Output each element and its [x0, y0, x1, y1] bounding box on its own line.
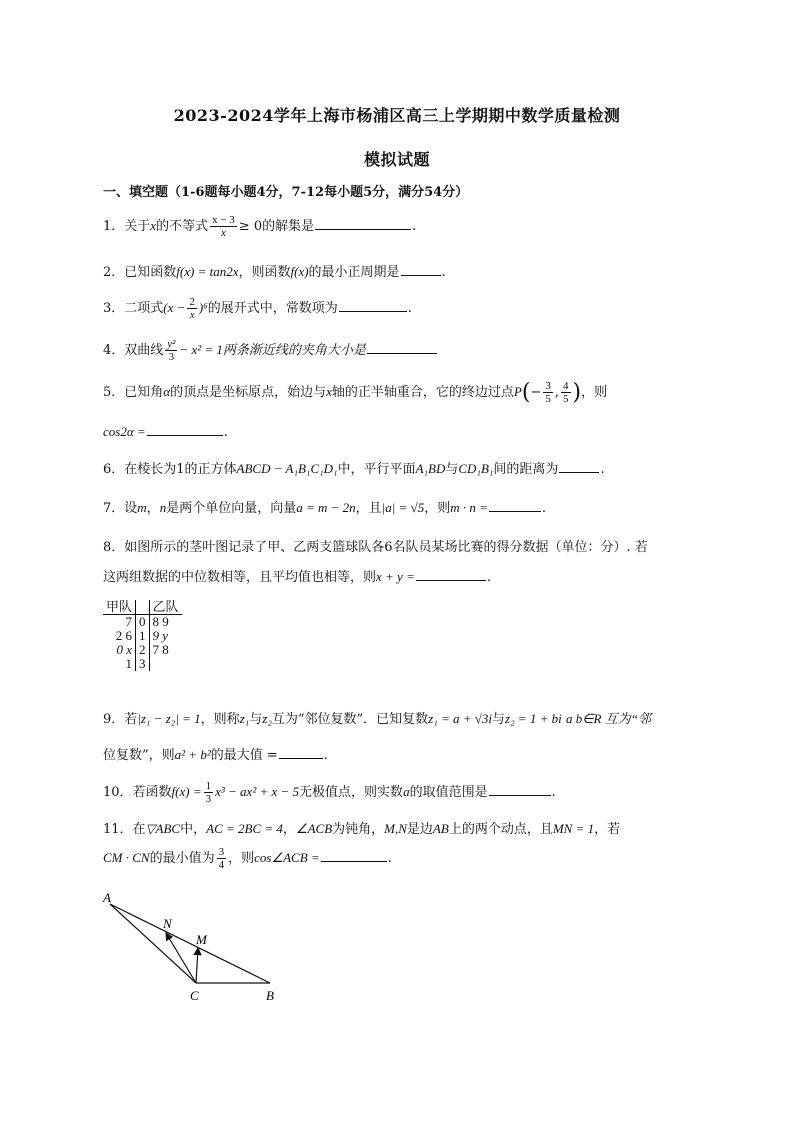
problem-9: 9．若|z₁ − z₂| = 1，则称z₁与z₂互为“邻位复数”．已知复数z₁ = a + √3i与z₂ = 1 + bi a b∈R 互为“邻 — [103, 711, 651, 727]
problem-3: 3．二项式(x − $\frac{2}{x}$ )⁶的展开式中，常数项为 . — [103, 296, 412, 322]
section-heading: 一、填空题（1-6题每小题4分，7-12每小题5分，满分54分） — [103, 185, 469, 200]
answer-blank-7[interactable] — [489, 499, 541, 512]
problem-9-line2: 位复数”，则a² + b²的最大值 = . — [103, 747, 328, 763]
label-c: C — [190, 988, 199, 1003]
problem-11: 11．在▽ABC中，AC = 2BC = 4，∠ACB为钝角，M,N是边AB上的两个动点，且MN = 1，若 — [103, 821, 621, 837]
problem-4: 4．双曲线 $\frac{\text{y²}}{3}$ − x² = 1两条渐近线的夹角大小是 — [103, 338, 438, 363]
stem-row: 7 0 8 9 — [103, 615, 182, 630]
vector-cn — [166, 933, 196, 983]
answer-blank-10[interactable] — [489, 783, 551, 796]
problem-7: 7．设m，n是两个单位向量，向量a = m − 2n，且|a| = √5，则m · n = . — [103, 500, 547, 516]
fraction: $\frac{x - 3}{x}$ — [212, 214, 235, 240]
triangle-figure — [100, 890, 290, 1005]
label-n: N — [163, 916, 172, 931]
answer-blank-5[interactable] — [147, 423, 223, 436]
stem-row: 1 3 — [103, 657, 182, 671]
answer-blank-9[interactable] — [279, 746, 323, 759]
problem-10: 10．若函数f(x) = $\frac{1}{3}$ x³ − ax² + x − 5无极值点，则实数a的取值范围是 . — [103, 780, 556, 806]
problem-1: 1．关于x的不等式 $\frac{x - 3}{x}$ ≥ 0的解集是 . — [103, 214, 417, 240]
answer-blank-3[interactable] — [339, 299, 407, 312]
stem-leaf-plot — [103, 600, 182, 671]
problem-5: 5．已知角α的顶点是坐标原点，始边与x轴的正半轴重合，它的终边过点P(− $\frac{3}{5}$ , $\frac{4}{5}$ )，则 — [103, 380, 608, 406]
stem-row: 0 x 2 7 8 — [103, 643, 182, 657]
answer-blank-2[interactable] — [401, 263, 441, 276]
answer-blank-6[interactable] — [559, 460, 599, 473]
problem-2: 2．已知函数f(x) = tan2x，则函数f(x)的最小正周期是 . — [103, 264, 446, 280]
segment-ac — [110, 904, 196, 983]
problem-8-line2: 这两组数据的中位数相等，且平均值也相等，则x + y = . — [103, 569, 491, 585]
answer-blank-8[interactable] — [416, 568, 486, 581]
exam-title-line2: 模拟试题 — [363, 150, 430, 169]
stem-row: 2 6 1 9 y — [103, 629, 182, 643]
label-b: B — [266, 988, 274, 1003]
header-team-b: 乙队 — [149, 600, 182, 615]
vector-cm — [196, 948, 198, 983]
problem-5-line2: cos2α = . — [103, 424, 228, 440]
answer-blank-11[interactable] — [321, 849, 387, 862]
problem-8: 8．如图所示的茎叶图记录了甲、乙两支篮球队各6名队员某场比赛的得分数据（单位：分）. 若 — [103, 540, 648, 555]
answer-blank-1[interactable] — [315, 217, 411, 230]
label-a: A — [103, 890, 111, 905]
problem-6: 6．在棱长为1的正方体ABCD − A₁B₁C₁D₁中，平行平面A₁BD与CD₁B₁间的距离为 . — [103, 461, 605, 477]
exam-title-line1: 2023-2024学年上海市杨浦区高三上学期期中数学质量检测 — [173, 106, 621, 125]
header-team-a: 甲队 — [103, 600, 136, 615]
problem-11-line2: CM · CN的最小值为 $\frac{3}{4}$ ，则cos∠ACB = . — [103, 846, 392, 872]
label-m: M — [196, 932, 207, 947]
segment-ab — [110, 904, 270, 983]
answer-blank-4[interactable] — [367, 341, 437, 354]
